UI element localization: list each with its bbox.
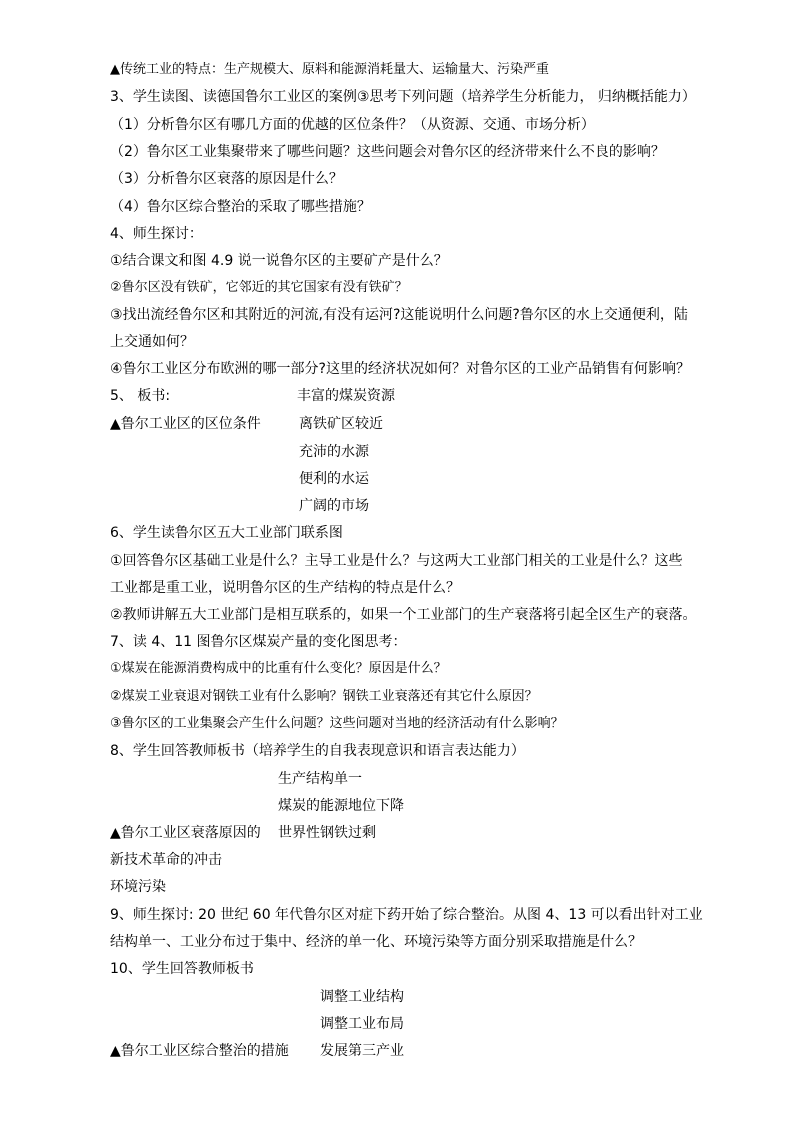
- measures-label: ▲鲁尔工业区综合整治的措施: [110, 1043, 289, 1059]
- decline-reason-4: 新技术革命的冲击: [110, 852, 222, 868]
- decline-reasons-label: ▲鲁尔工业区衰落原因的: [110, 825, 261, 841]
- discussion-4: ④鲁尔工业区分布欧洲的哪一部分?这里的经济状况如何？对鲁尔区的工业产品销售有何影响？: [110, 361, 690, 377]
- question-1: （1）分析鲁尔区有哪几方面的优越的区位条件？（从资源、交通、市场分析）: [110, 117, 595, 133]
- item-7-question-3: ③鲁尔区的工业集聚会产生什么问题？这些问题对当地的经济活动有什么影响？: [110, 716, 564, 731]
- decline-reason-1: 生产结构单一: [278, 771, 362, 787]
- item-7-question-2: ②煤炭工业衰退对钢铁工业有什么影响？钢铁工业衰落还有其它什么原因？: [110, 689, 538, 704]
- item-6-question-b: 工业都是重工业，说明鲁尔区的生产结构的特点是什么？: [110, 580, 460, 596]
- measure-1: 调整工业结构: [320, 989, 404, 1005]
- question-3: （3）分析鲁尔区衰落的原因是什么？: [110, 171, 343, 187]
- measure-3: 发展第三产业: [320, 1043, 404, 1059]
- discussion-2: ②鲁尔区没有铁矿，它邻近的其它国家有没有铁矿？: [110, 280, 408, 295]
- board-location-1: 丰富的煤炭资源: [297, 388, 395, 404]
- question-4: （4）鲁尔区综合整治的采取了哪些措施？: [110, 199, 371, 215]
- item-6-question-a: ①回答鲁尔区基础工业是什么？主导工业是什么？与这两大工业部门相关的工业是什么？这些: [110, 553, 683, 569]
- measure-2: 调整工业布局: [320, 1016, 404, 1032]
- question-2: （2）鲁尔区工业集聚带来了哪些问题？这些问题会对鲁尔区的经济带来什么不良的影响？: [110, 144, 665, 160]
- board-location-5: 广阔的市场: [299, 498, 369, 514]
- decline-reason-3: 世界性钢铁过剩: [278, 825, 376, 841]
- item-6-heading: 6、学生读鲁尔区五大工业部门联系图: [110, 525, 343, 541]
- item-3-heading: 3、学生读图、读德国鲁尔工业区的案例③思考下列问题（培养学生分析能力， 归纳概括能力）: [110, 89, 696, 105]
- discussion-1: ①结合课文和图 4.9 说一说鲁尔区的主要矿产是什么？: [110, 253, 448, 269]
- item-7-question-1: ①煤炭在能源消费构成中的比重有什么变化？原因是什么？: [110, 661, 447, 676]
- board-location-2: 离铁矿区较近: [299, 416, 383, 432]
- discussion-3b: 上交通如何？: [110, 334, 194, 350]
- item-9-text-b: 结构单一、工业分布过于集中、经济的单一化、环境污染等方面分别采取措施是什么？: [110, 934, 642, 950]
- item-5-heading: 5、 板书:: [110, 388, 171, 404]
- item-10-heading: 10、学生回答教师板书: [110, 961, 254, 977]
- item-4-heading: 4、师生探讨：: [110, 226, 203, 242]
- item-7-heading: 7、读 4、11 图鲁尔区煤炭产量的变化图思考：: [110, 634, 407, 650]
- item-6-explanation: ②教师讲解五大工业部门是相互联系的，如果一个工业部门的生产衰落将引起全区生产的衰落。: [110, 607, 697, 623]
- decline-reason-2: 煤炭的能源地位下降: [278, 798, 404, 814]
- item-9-text-a: 9、师生探讨: 20 世纪 60 年代鲁尔区对症下药开始了综合整治。从图 4、13 可以看出针对工业: [110, 907, 703, 923]
- traditional-industry-features: ▲传统工业的特点：生产规模大、原料和能源消耗量大、运输量大、污染严重: [110, 62, 549, 77]
- item-8-heading: 8、学生回答教师板书（培养学生的自我表现意识和语言表达能力）: [110, 743, 525, 759]
- board-location-3: 充沛的水源: [299, 444, 369, 460]
- discussion-3a: ③找出流经鲁尔区和其附近的河流,有没有运河?这能说明什么问题?鲁尔区的水上交通便利，陆: [110, 307, 688, 323]
- location-conditions-label: ▲鲁尔工业区的区位条件: [110, 416, 261, 432]
- decline-reason-5: 环境污染: [110, 879, 166, 895]
- board-location-4: 便利的水运: [299, 471, 369, 487]
